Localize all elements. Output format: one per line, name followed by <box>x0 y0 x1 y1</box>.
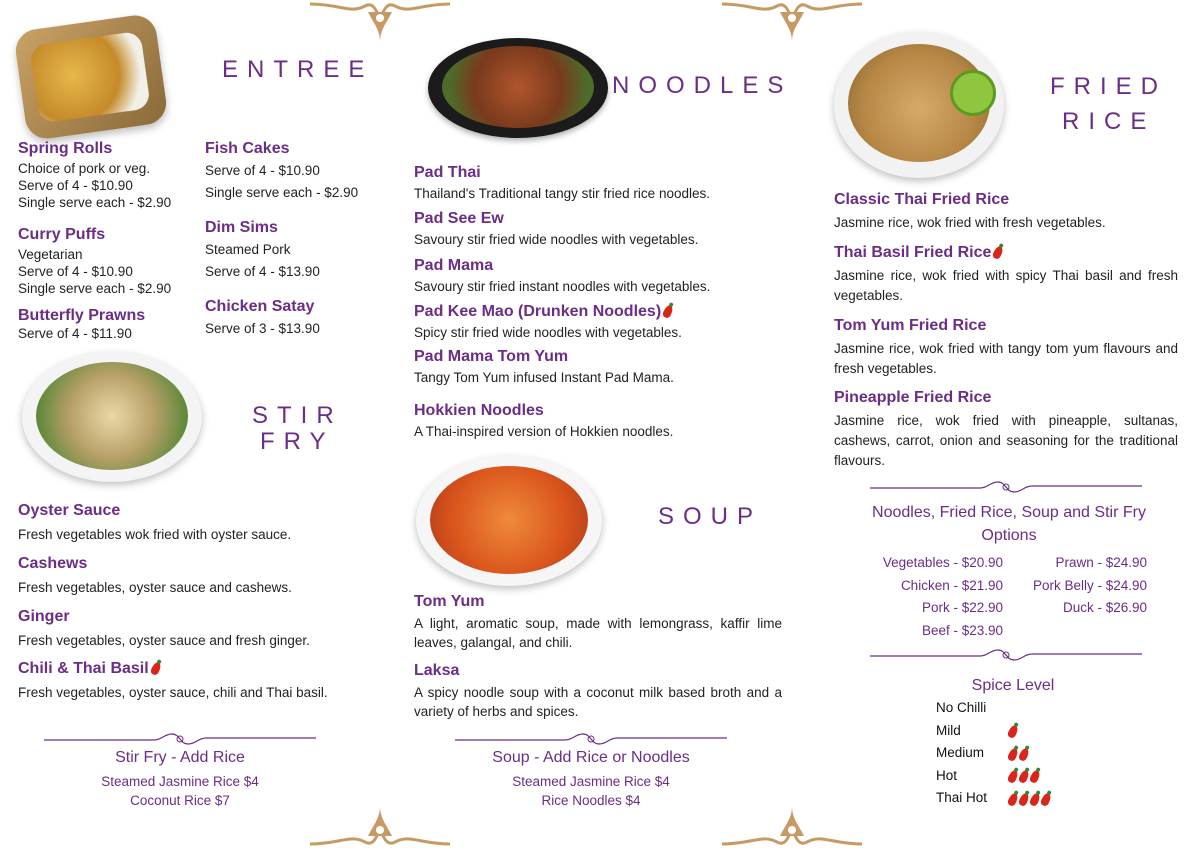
chili-icon <box>1018 769 1031 784</box>
divider-options-top <box>870 480 1142 494</box>
menu-item-name: Spring Rolls <box>18 140 113 157</box>
menu-item-detail: Steamed Pork <box>205 242 291 257</box>
menu-item-detail: Serve of 3 - $13.90 <box>205 321 320 336</box>
menu-item-name: Hokkien Noodles <box>414 402 544 419</box>
menu-item-name: Dim Sims <box>205 219 278 236</box>
menu-item-description: A Thai-inspired version of Hokkien noodles. <box>414 424 674 439</box>
spice-level-chilies <box>1006 746 1028 761</box>
divider-stir-fry-top <box>44 732 316 746</box>
menu-item-name: Cashews <box>18 555 88 572</box>
menu-item-name: Pineapple Fried Rice <box>834 389 992 406</box>
chili-icon <box>1018 792 1031 807</box>
chili-icon <box>992 245 1005 260</box>
spice-level-chilies <box>1006 769 1039 784</box>
menu-item-name: Pad Mama Tom Yum <box>414 348 569 365</box>
menu-item-name: Tom Yum Fried Rice <box>834 317 987 334</box>
chili-icon <box>662 304 675 319</box>
menu-item-description: Jasmine rice, wok fried with spicy Thai basil and fresh vegetables. <box>834 268 1178 303</box>
entree-title: ENTREE <box>222 56 374 83</box>
menu-item-detail: Serve of 4 - $13.90 <box>205 264 320 279</box>
stir-fry-title-line2: FRY <box>260 428 335 455</box>
menu-item-name: Chicken Satay <box>205 298 315 315</box>
menu-item-description: Jasmine rice, wok fried with fresh vegetables. <box>834 215 1106 230</box>
menu-item-description: Fresh vegetables, oyster sauce and fresh ginger. <box>18 633 310 648</box>
spice-level-chilies <box>1006 724 1017 739</box>
stir-fry-photo <box>22 352 202 482</box>
chili-icon <box>1018 747 1031 762</box>
menu-item-detail: Serve of 4 - $10.90 <box>18 264 133 279</box>
soup-title: SOUP <box>658 503 763 530</box>
protein-option: Vegetables - $20.90 <box>882 555 1003 570</box>
menu-item-name: Oyster Sauce <box>18 502 121 519</box>
spice-level-label: Medium <box>936 745 985 760</box>
chili-icon <box>1029 769 1042 784</box>
chili-icon <box>1040 792 1053 807</box>
menu-item-name: Pad Kee Mao (Drunken Noodles) <box>414 303 672 321</box>
spice-level-label: Hot <box>936 767 958 783</box>
fried-rice-title-line1: FRIED <box>1050 73 1167 100</box>
menu-item-name: Classic Thai Fried Rice <box>834 191 1010 208</box>
menu-item-detail: Single serve each - $2.90 <box>205 185 359 200</box>
ornament-bottom-left <box>310 800 450 848</box>
stir-fry-addon-title: Stir Fry - Add Rice <box>115 749 245 766</box>
menu-item-detail: Vegetarian <box>18 247 83 262</box>
menu-item-description: Thailand's Traditional tangy stir fried rice noodles. <box>414 186 710 201</box>
soup-photo <box>416 456 602 586</box>
fried-rice-title-line2: RICE <box>1062 108 1156 135</box>
menu-item-description: A spicy noodle soup with a coconut milk based broth and a variety of herbs and spices. <box>414 685 782 719</box>
soup-addon-line: Steamed Jasmine Rice $4 <box>512 774 670 789</box>
protein-option: Chicken - $21.90 <box>900 577 1003 593</box>
options-title-line1: Noodles, Fried Rice, Soup and Stir Fry <box>872 504 1146 521</box>
menu-item-detail: Serve of 4 - $11.90 <box>18 326 132 341</box>
menu-item-name: Thai Basil Fried Rice <box>834 244 1002 262</box>
divider-options-bottom <box>870 648 1142 662</box>
menu-item-description: Fresh vegetables, oyster sauce and cashews. <box>18 580 292 595</box>
menu-item-description: Jasmine rice, wok fried with tangy tom yum flavours and fresh vegetables. <box>834 341 1178 376</box>
menu-item-name: Curry Puffs <box>18 226 106 243</box>
chili-icon <box>1007 792 1020 807</box>
divider-soup-top <box>455 732 727 746</box>
fried-rice-photo <box>834 32 1004 178</box>
menu-item-description: Savoury stir fried instant noodles with vegetables. <box>414 279 711 294</box>
stir-fry-addon-line: Steamed Jasmine Rice $4 <box>101 774 259 789</box>
options-title-line2: Options <box>981 527 1037 544</box>
chili-icon <box>1007 747 1020 762</box>
spice-level-label: Thai Hot <box>936 790 988 805</box>
ornament-bottom-right <box>722 800 862 848</box>
noodles-title: NOODLES <box>612 72 793 99</box>
protein-option: Beef - $23.90 <box>921 622 1003 638</box>
menu-item-detail: Single serve each - $2.90 <box>18 281 172 296</box>
menu-item-name: Butterfly Prawns <box>18 307 146 324</box>
menu-item-description: Spicy stir fried wide noodles with vegetables. <box>414 325 682 340</box>
protein-option: Prawn - $24.90 <box>1055 555 1147 570</box>
menu-item-name: Fish Cakes <box>205 140 290 157</box>
stir-fry-addon-line: Coconut Rice $7 <box>130 793 230 808</box>
menu-item-name: Pad Thai <box>414 164 481 181</box>
menu-item-name: Chili & Thai Basil <box>18 660 160 678</box>
menu-item-name: Ginger <box>18 608 70 625</box>
menu-item-name: Pad See Ew <box>414 210 504 227</box>
menu-item-detail: Serve of 4 - $10.90 <box>18 178 133 193</box>
soup-addon-line: Rice Noodles $4 <box>541 793 641 808</box>
menu-item-description: Tangy Tom Yum infused Instant Pad Mama. <box>414 370 674 385</box>
menu-item-description: Savoury stir fried wide noodles with vegetables. <box>414 232 699 247</box>
chili-icon <box>1029 792 1042 807</box>
ornament-top-right <box>722 0 862 46</box>
spice-level-label: Mild <box>936 722 961 738</box>
menu-item-description: A light, aromatic soup, made with lemongrass, kaffir lime leaves, galangal, and chili. <box>414 616 782 650</box>
menu-item-description: Fresh vegetables wok fried with oyster sauce. <box>18 527 292 542</box>
menu-item-name: Pad Mama <box>414 257 494 274</box>
entree-photo <box>13 13 169 142</box>
menu-item-name: Tom Yum <box>414 593 485 610</box>
protein-option: Pork Belly - $24.90 <box>1032 577 1147 593</box>
spice-level-title: Spice Level <box>971 677 1055 694</box>
menu-item-detail: Serve of 4 - $10.90 <box>205 163 320 178</box>
spice-level-label: No Chilli <box>936 700 987 715</box>
chili-icon <box>1007 724 1020 739</box>
chili-icon <box>149 661 162 676</box>
menu-item-description: Fresh vegetables, oyster sauce, chili and Thai basil. <box>18 685 328 700</box>
menu-item-description: Jasmine rice, wok fried with pineapple, sultanas, cashews, carrot, onion and seasoning for the traditional flavours. <box>834 413 1178 468</box>
protein-option: Duck - $26.90 <box>1062 600 1147 615</box>
spice-level-chilies <box>1006 791 1050 806</box>
menu-item-detail: Choice of pork or veg. <box>18 161 151 176</box>
menu-item-detail: Single serve each - $2.90 <box>18 195 172 210</box>
menu-item-name: Laksa <box>414 662 460 679</box>
chili-icon <box>1007 769 1020 784</box>
ornament-top-left <box>310 0 450 46</box>
soup-addon-title: Soup - Add Rice or Noodles <box>492 749 690 766</box>
noodles-photo <box>428 38 608 138</box>
protein-option: Pork - $22.90 <box>921 600 1003 615</box>
stir-fry-title-line1: STIR <box>252 402 343 429</box>
